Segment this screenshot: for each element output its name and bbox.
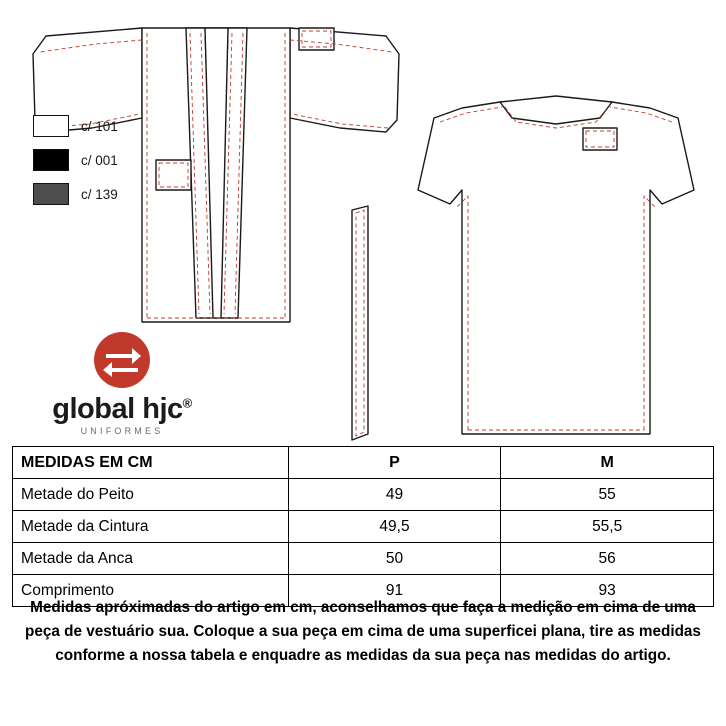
row-value-p: 50 [288, 543, 501, 575]
row-label: Comprimento [13, 575, 289, 607]
legend-item-label: c/ 001 [81, 152, 118, 168]
garment-back-view [418, 96, 694, 434]
legend-item [33, 147, 163, 173]
swatch-dark-grey [33, 183, 69, 205]
legend-item [33, 113, 163, 139]
row-value-m: 93 [501, 575, 714, 607]
legend-item [33, 181, 163, 207]
row-value-m: 55,5 [501, 511, 714, 543]
circular-arrows-icon [94, 332, 150, 388]
swatch-black [33, 149, 69, 171]
row-label: Metade da Anca [13, 543, 289, 575]
table-row [13, 543, 714, 575]
row-value-m: 56 [501, 543, 714, 575]
garment-belt-strip [352, 206, 368, 440]
swatch-white [33, 115, 69, 137]
row-label: Metade da Cintura [13, 511, 289, 543]
row-label: Metade do Peito [13, 479, 289, 511]
table-header-measure: MEDIDAS EM CM [13, 447, 289, 479]
brand-logo [22, 332, 222, 436]
table-row [13, 479, 714, 511]
brand-name [22, 394, 222, 424]
exchange-arrows-icon [102, 343, 142, 377]
table-header-row [13, 447, 714, 479]
row-value-p: 91 [288, 575, 501, 607]
table-header-size-p: P [288, 447, 501, 479]
legend-item-label: c/ 139 [81, 186, 118, 202]
registered-mark: ® [182, 395, 192, 411]
brand-tagline: UNIFORMES [80, 426, 164, 437]
row-value-p: 49 [288, 479, 501, 511]
measurements-table [12, 446, 714, 607]
table-row [13, 511, 714, 543]
legend-item-label: c/ 101 [81, 118, 118, 134]
row-value-m: 55 [501, 479, 714, 511]
brand-name-text: global hjc [52, 393, 183, 425]
color-legend [33, 113, 163, 215]
table-header-size-m: M [501, 447, 714, 479]
measurement-instructions: Medidas apróximadas do artigo em cm, aconselhamos que faça a medição em cima de uma peça de vestuário sua. Coloque a sua peça em cima de uma superficei plana, tire as medidas conforme a nossa tabela e enquadre as medidas da sua peça nas medidas do artigo. [25, 599, 701, 665]
row-value-p: 49,5 [288, 511, 501, 543]
